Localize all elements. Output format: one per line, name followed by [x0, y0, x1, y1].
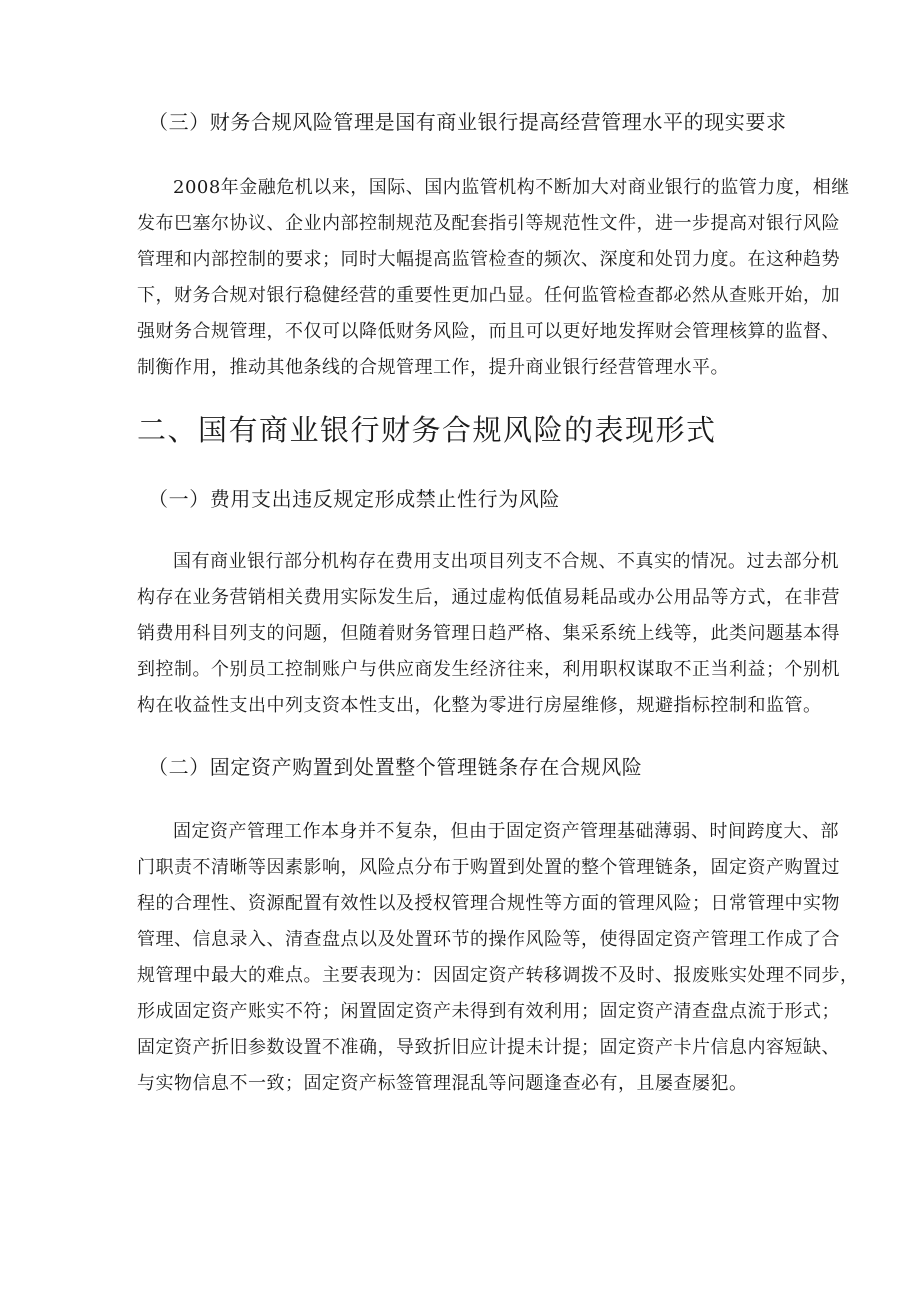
paragraph-line: 与实物信息不一致；固定资产标签管理混乱等问题逢查必有，且屡查屡犯。 [137, 1073, 748, 1094]
paragraph-line: 2008年金融危机以来，国际、国内监管机构不断加大对商业银行的监管力度，相继 [173, 177, 850, 198]
paragraph-expense-violations [137, 544, 840, 724]
paragraph-line: 到控制。个别员工控制账户与供应商发生经济往来，利用职权谋取不正当利益；个别机 [137, 659, 840, 680]
paragraph-line: 国有商业银行部分机构存在费用支出项目列支不合规、不真实的情况。过去部分机 [173, 551, 839, 572]
paragraph-line: 规管理中最大的难点。主要表现为：因固定资产转移调拨不及时、报废账实处理不同步， [137, 965, 859, 986]
paragraph-line: 销费用科目列支的问题，但随着财务管理日趋严格、集采系统上线等，此类问题基本得 [137, 623, 840, 644]
paragraph-financial-crisis [137, 170, 850, 386]
paragraph-line: 强财务合规管理，不仅可以降低财务风险，而且可以更好地发挥财会管理核算的监督、 [137, 321, 840, 342]
section-heading-3-yi: （一）费用支出违反规定形成禁止性行为风险 [148, 487, 560, 511]
paragraph-line: 下，财务合规对银行稳健经营的重要性更加凸显。任何监管检查都必然从查账开始，加 [137, 285, 840, 306]
paragraph-line: 门职责不清晰等因素影响，风险点分布于购置到处置的整个管理链条，固定资产购置过 [137, 857, 840, 878]
chapter-heading-2: 二、国有商业银行财务合规风险的表现形式 [137, 413, 717, 447]
paragraph-line: 管理和内部控制的要求；同时大幅提高监管检查的频次、深度和处罚力度。在这种趋势 [137, 249, 840, 270]
paragraph-line: 固定资产管理工作本身并不复杂，但由于固定资产管理基础薄弱、时间跨度大、部 [173, 821, 839, 842]
paragraph-line: 固定资产折旧参数设置不准确，导致折旧应计提未计提；固定资产卡片信息内容短缺、 [137, 1037, 840, 1058]
paragraph-line: 制衡作用，推动其他条线的合规管理工作，提升商业银行经营管理水平。 [137, 357, 729, 378]
paragraph-line: 程的合理性、资源配置有效性以及授权管理合规性等方面的管理风险；日常管理中实物 [137, 893, 840, 914]
paragraph-line: 构存在业务营销相关费用实际发生后，通过虚构低值易耗品或办公用品等方式，在非营 [137, 587, 840, 608]
section-heading-3-er: （二）固定资产购置到处置整个管理链条存在合规风险 [148, 755, 643, 779]
paragraph-line: 形成固定资产账实不符；闲置固定资产未得到有效利用；固定资产清查盘点流于形式； [137, 1001, 840, 1022]
section-heading-3-san: （三）财务合规风险管理是国有商业银行提高经营管理水平的现实要求 [148, 110, 787, 134]
paragraph-line: 管理、信息录入、清查盘点以及处置环节的操作风险等，使得固定资产管理工作成了合 [137, 929, 840, 950]
paragraph-line: 构在收益性支出中列支资本性支出，化整为零进行房屋维修，规避指标控制和监管。 [137, 695, 822, 716]
paragraph-fixed-assets [137, 814, 859, 1102]
paragraph-line: 发布巴塞尔协议、企业内部控制规范及配套指引等规范性文件，进一步提高对银行风险 [137, 213, 840, 234]
